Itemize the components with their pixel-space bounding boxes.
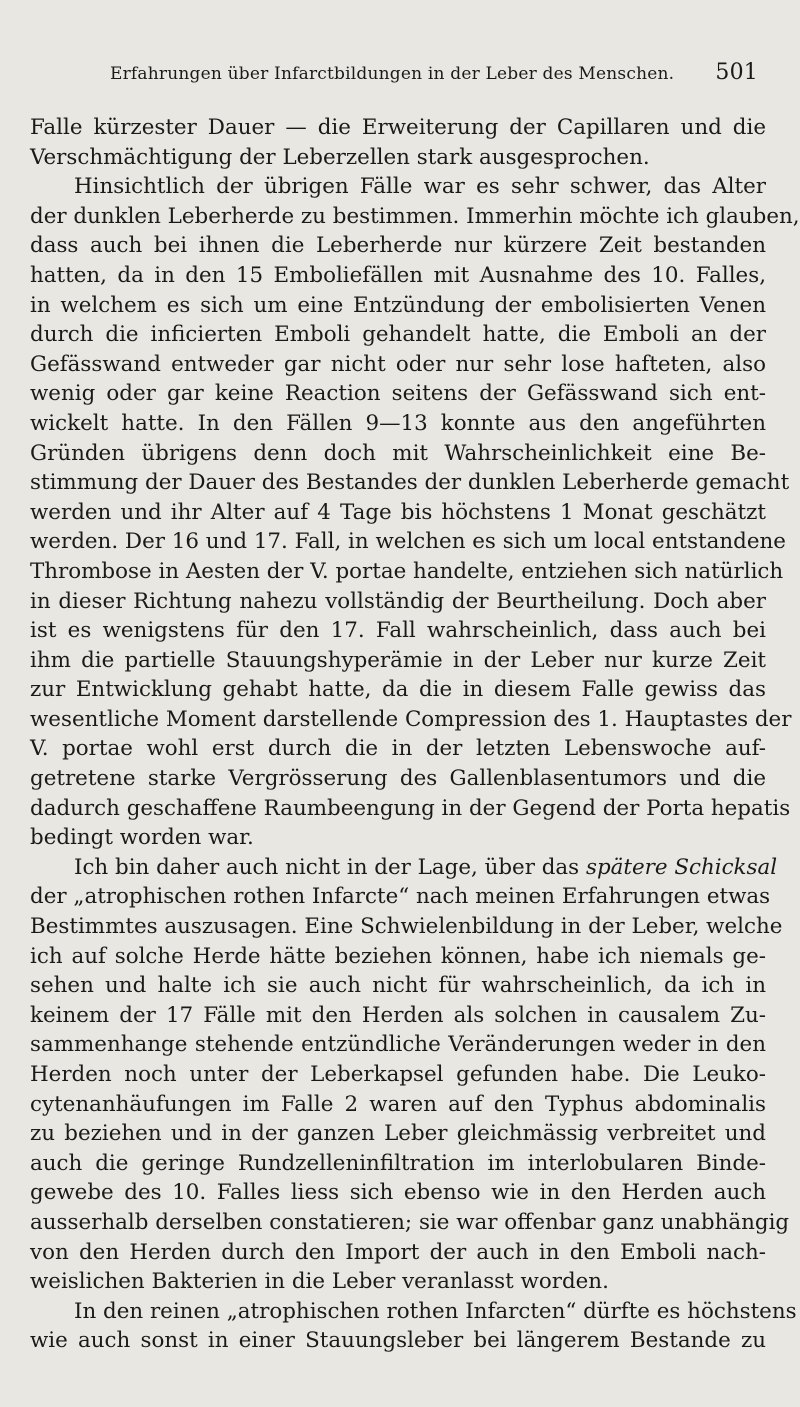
text-line: getretene starke Vergrösserung des Gallenblasentumors und die — [30, 766, 766, 792]
text-line: zur Entwicklung gehabt hatte, da die in diesem Falle gewiss das — [30, 677, 766, 703]
text-line: durch die inficierten Emboli gehandelt hatte, die Emboli an der — [30, 322, 766, 348]
text-line: werden. Der 16 und 17. Fall, in welchen es sich um local entstandene — [30, 529, 786, 555]
text-line: stimmung der Dauer des Bestandes der dunklen Leberherde gemacht — [30, 470, 790, 496]
text-line: auch die geringe Rundzelleninfiltration im interlobularen Binde- — [30, 1150, 766, 1176]
text-line: ist es wenigstens für den 17. Fall wahrscheinlich, dass auch bei — [30, 618, 766, 644]
text-line: Falle kürzester Dauer — die Erweiterung der Capillaren und die — [30, 115, 766, 140]
text-line: wie auch sonst in einer Stauungsleber bei längerem Bestande zu — [30, 1328, 766, 1354]
text-line: Verschmächtigung der Leberzellen stark ausgesprochen. — [30, 144, 650, 170]
text-line: Thrombose in Aesten der V. portae handelte, entziehen sich natürlich — [30, 558, 784, 584]
text-line: zu beziehen und in der ganzen Leber gleichmässig verbreitet und — [30, 1121, 766, 1147]
text-line-with-italic — [30, 853, 778, 883]
text-line: hatten, da in den 15 Emboliefällen mit Ausnahme des 10. Falles, — [30, 262, 766, 288]
text-line: sehen und halte ich sie auch nicht für wahrscheinlich, da ich in — [30, 973, 766, 999]
body-text — [30, 113, 800, 1356]
text-line: Bestimmtes auszusagen. Eine Schwielenbildung in der Leber, welche — [30, 914, 783, 940]
text-line: In den reinen „atrophischen rothen Infarcten“ dürfte es höchstens — [74, 1298, 797, 1324]
text-line: ausserhalb derselben constatieren; sie war offenbar ganz unabhängig — [30, 1209, 790, 1235]
text-line: Gefässwand entweder gar nicht oder nur sehr lose hafteten, also — [30, 351, 766, 377]
page-number: 501 — [715, 60, 758, 85]
text-line: der dunklen Leberherde zu bestimmen. Immerhin möchte ich glauben, — [30, 203, 800, 229]
italic-phrase: spätere Schicksal — [585, 854, 778, 880]
text-segment: Ich bin daher auch nicht in der Lage, über das — [74, 854, 580, 880]
text-line: ich auf solche Herde hätte beziehen können, habe ich niemals ge- — [30, 943, 766, 969]
text-line: Gründen übrigens denn doch mit Wahrscheinlichkeit eine Be- — [30, 440, 766, 466]
text-line: weislichen Bakterien in die Leber veranlasst worden. — [30, 1269, 609, 1295]
text-line: cytenanhäufungen im Falle 2 waren auf den Typhus abdominalis — [30, 1091, 766, 1117]
text-line: Hinsichtlich der übrigen Fälle war es sehr schwer, das Alter — [74, 174, 766, 200]
text-line: Herden noch unter der Leberkapsel gefunden habe. Die Leuko- — [30, 1062, 766, 1087]
text-line: dass auch bei ihnen die Leberherde nur kürzere Zeit bestanden — [30, 233, 766, 259]
text-line: bedingt worden war. — [30, 825, 254, 851]
running-title: Erfahrungen über Infarctbildungen in der Leber des Menschen. — [110, 64, 675, 84]
text-line: keinem der 17 Fälle mit den Herden als solchen in causalem Zu- — [30, 1002, 766, 1028]
running-header — [110, 60, 760, 88]
text-line: dadurch geschaffene Raumbeengung in der Gegend der Porta hepatis — [30, 795, 791, 821]
text-line: wenig oder gar keine Reaction seitens der Gefässwand sich ent- — [30, 381, 766, 407]
text-line: werden und ihr Alter auf 4 Tage bis höchstens 1 Monat geschätzt — [30, 499, 766, 525]
text-line: von den Herden durch den Import der auch in den Emboli nach- — [30, 1239, 766, 1265]
text-line: ihm die partielle Stauungshyperämie in der Leber nur kurze Zeit — [30, 647, 766, 673]
text-line: der „atrophischen rothen Infarcte“ nach meinen Erfahrungen etwas — [30, 884, 771, 910]
text-line: V. portae wohl erst durch die in der letzten Lebenswoche auf- — [30, 736, 766, 762]
text-line: sammenhange stehende entzündliche Veränderungen weder in den — [30, 1032, 766, 1058]
text-line: in dieser Richtung nahezu vollständig der Beurtheilung. Doch aber — [30, 588, 766, 614]
text-line: in welchem es sich um eine Entzündung der embolisierten Venen — [30, 292, 766, 318]
text-line: wesentliche Moment darstellende Compression des 1. Hauptastes der — [30, 706, 792, 732]
text-line: gewebe des 10. Falles liess sich ebenso wie in den Herden auch — [30, 1180, 766, 1206]
text-line: wickelt hatte. In den Fällen 9—13 konnte aus den angeführten — [30, 410, 766, 436]
